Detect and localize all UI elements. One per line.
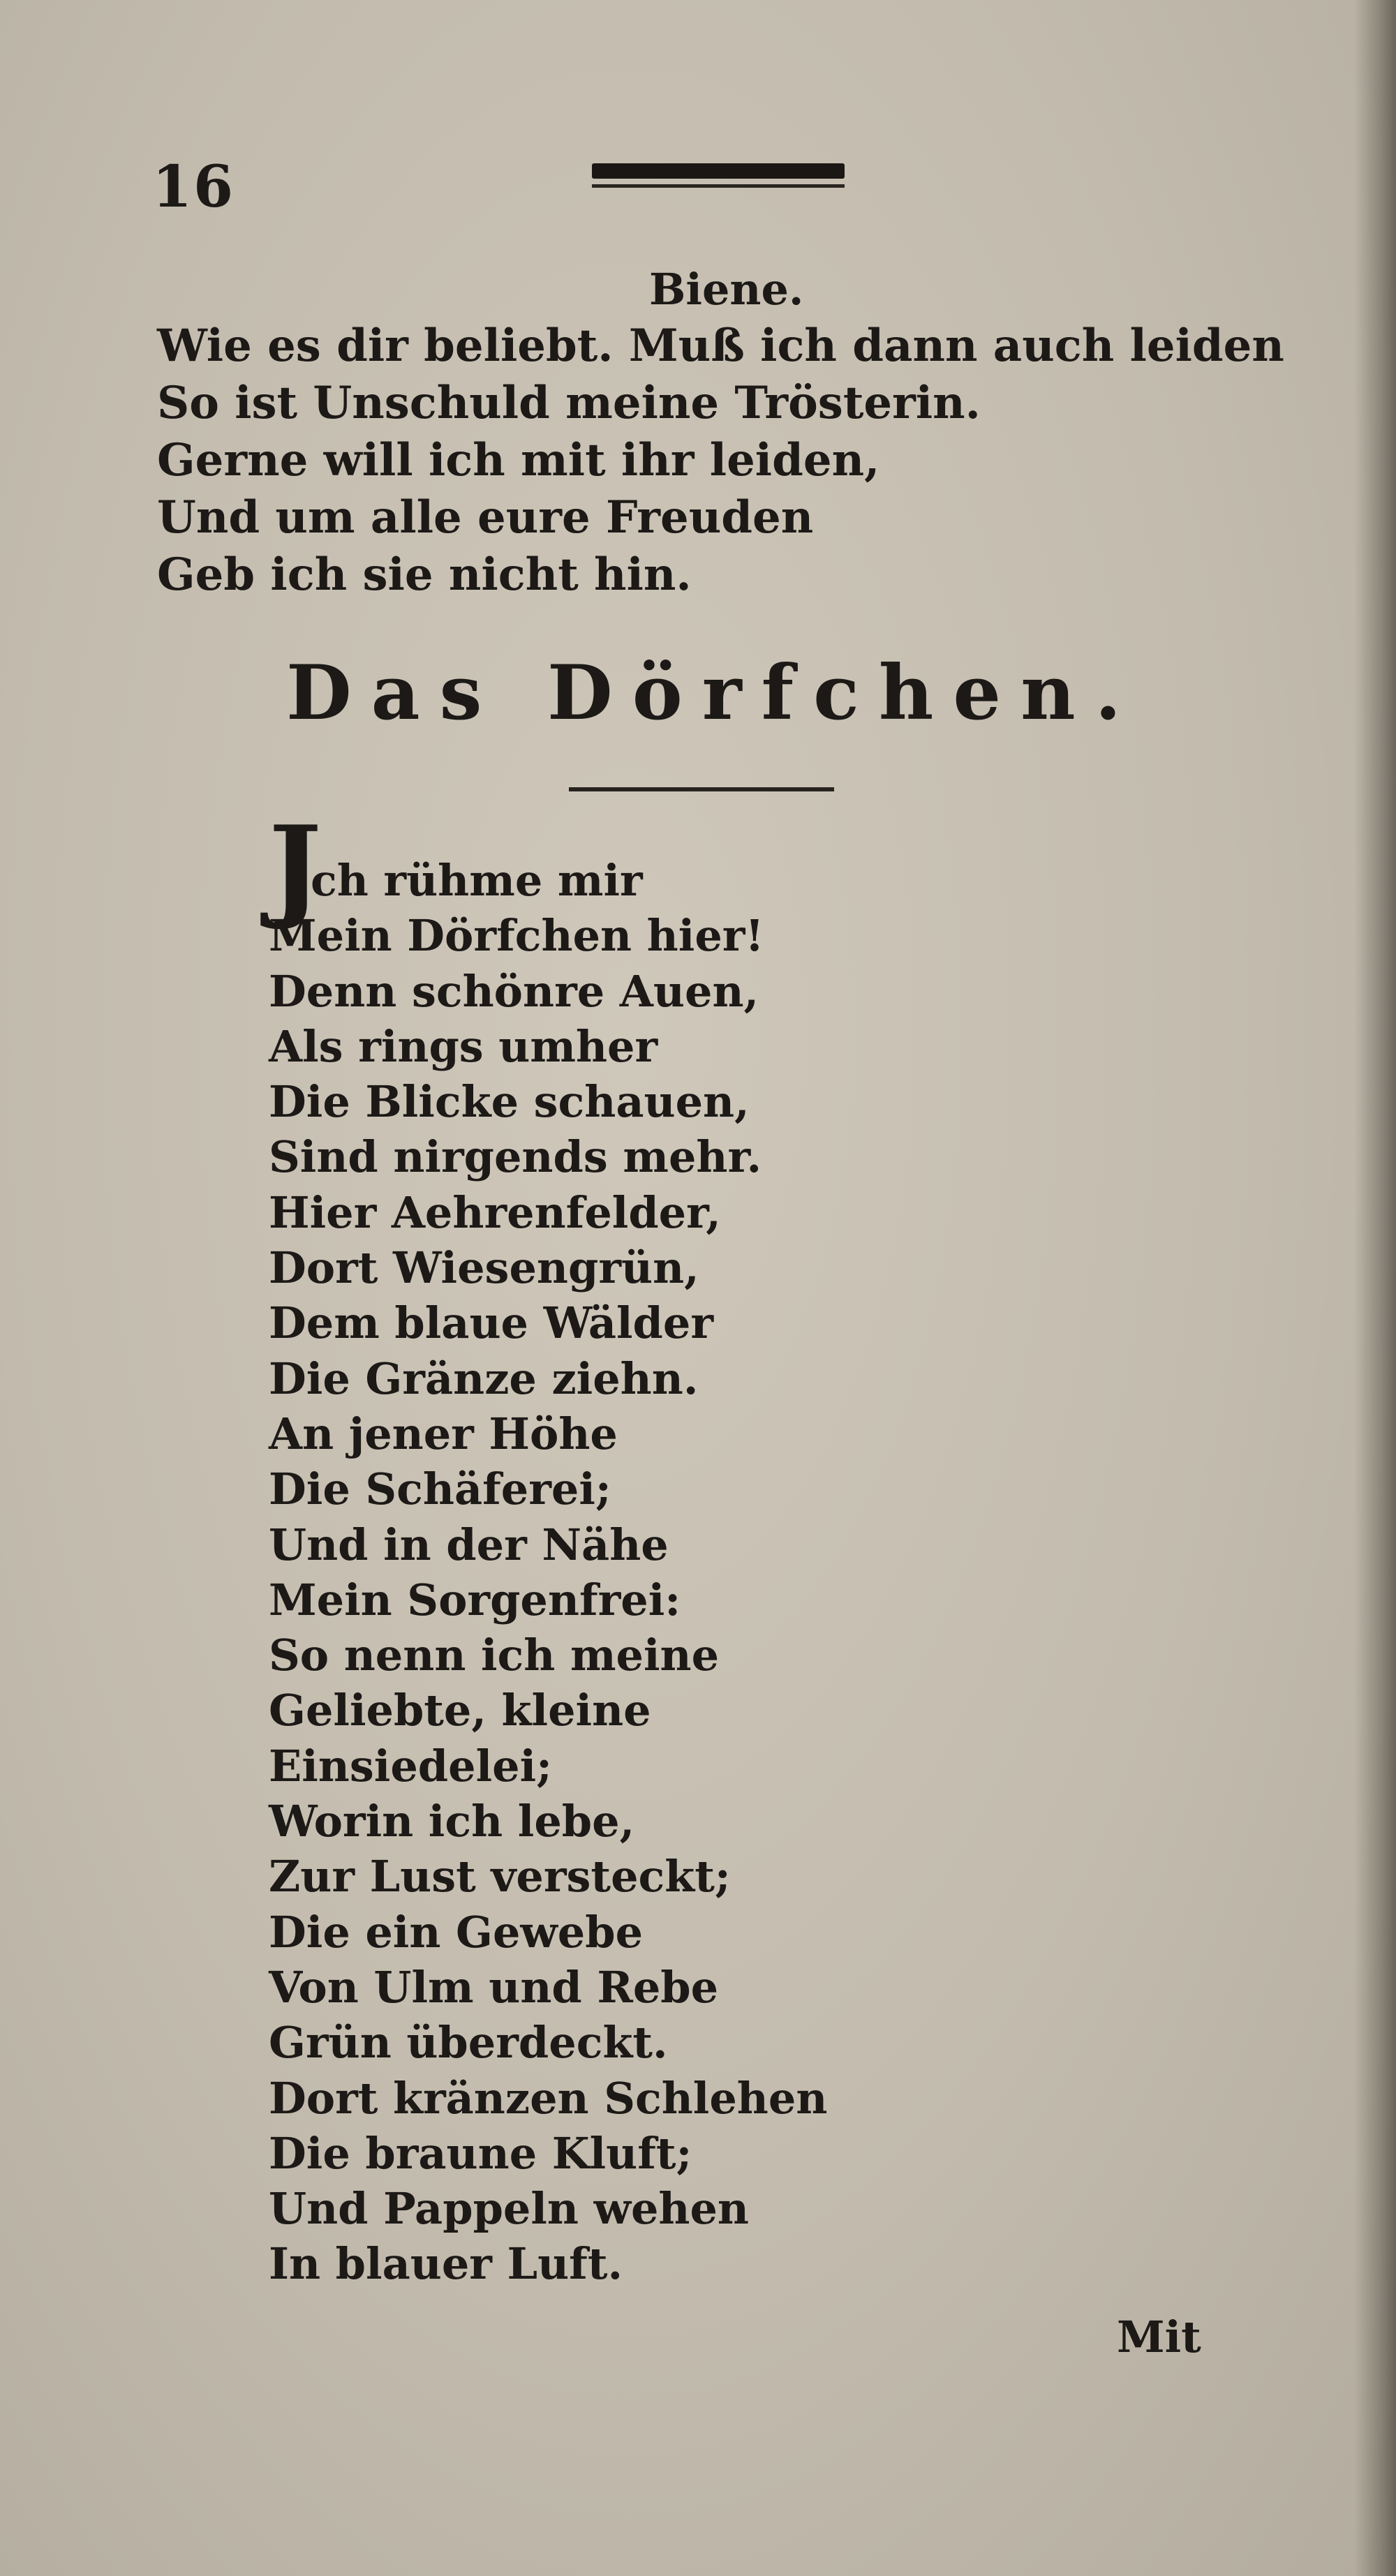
page-number: 16 (152, 154, 235, 221)
poem-line: Hier Aehrenfelder, (269, 1186, 721, 1238)
poem-line: Die Blicke schauen, (269, 1076, 750, 1128)
poem-line: Dem blaue Wälder (269, 1297, 714, 1349)
poem-line: Denn schönre Auen, (269, 965, 759, 1017)
previous-poem-stanza (157, 318, 1284, 604)
poem-line: Dort kränzen Schlehen (269, 2072, 828, 2124)
speaker-label: Biene. (649, 264, 804, 315)
poem-line: Als rings umher (269, 1020, 658, 1072)
drop-cap: J (269, 801, 322, 932)
poem-line: An jener Höhe (269, 1408, 618, 1459)
first-line-text: ch rühme mir (311, 855, 643, 906)
poem-line: Die Schäferei; (269, 1464, 611, 1515)
poem-title: Das Dörfchen. (286, 649, 1141, 737)
poem-line: Einsiedelei; (269, 1740, 553, 1792)
poem-line: Sind nirgends mehr. (269, 1131, 762, 1183)
poem-line: Zur Lust versteckt; (269, 1851, 731, 1903)
poem-line: Und Pappeln wehen (269, 2183, 749, 2235)
poem-first-line (269, 801, 827, 932)
poem-line: Geliebte, kleine (269, 1685, 651, 1736)
poem-line: Und in der Nähe (269, 1519, 669, 1570)
ornament-thin-bar (592, 184, 845, 188)
stanza-line: Wie es dir beliebt. Muß ich dann auch leiden (157, 320, 1284, 372)
poem-line: Mein Dörfchen hier! (269, 910, 764, 962)
poem-line: Worin ich lebe, (269, 1796, 635, 1847)
poem-line: So nenn ich meine (269, 1630, 720, 1681)
ornament-thick-bar (592, 163, 845, 179)
poem-line: Von Ulm und Rebe (269, 1961, 719, 2013)
title-divider-rule (569, 787, 834, 791)
page-gutter-shadow (1354, 0, 1396, 2576)
catchword: Mit (1117, 2311, 1201, 2362)
poem-line: Dort Wiesengrün, (269, 1242, 699, 1294)
poem-line: Mein Sorgenfrei: (269, 1574, 681, 1625)
stanza-line: Gerne will ich mit ihr leiden, (157, 434, 880, 486)
poem-line: Die braune Kluft; (269, 2127, 692, 2179)
poem-line: Die ein Gewebe (269, 1906, 644, 1958)
poem-line: Die Gränze ziehn. (269, 1353, 699, 1404)
poem-line: In blauer Luft. (269, 2238, 623, 2290)
stanza-line: Geb ich sie nicht hin. (157, 549, 692, 601)
poem-body (269, 801, 828, 2292)
stanza-line: Und um alle eure Freuden (157, 491, 814, 544)
header-ornament-rule (592, 159, 845, 191)
stanza-line: So ist Unschuld meine Trösterin. (157, 377, 981, 429)
poem-line: Grün überdeckt. (269, 2017, 668, 2069)
